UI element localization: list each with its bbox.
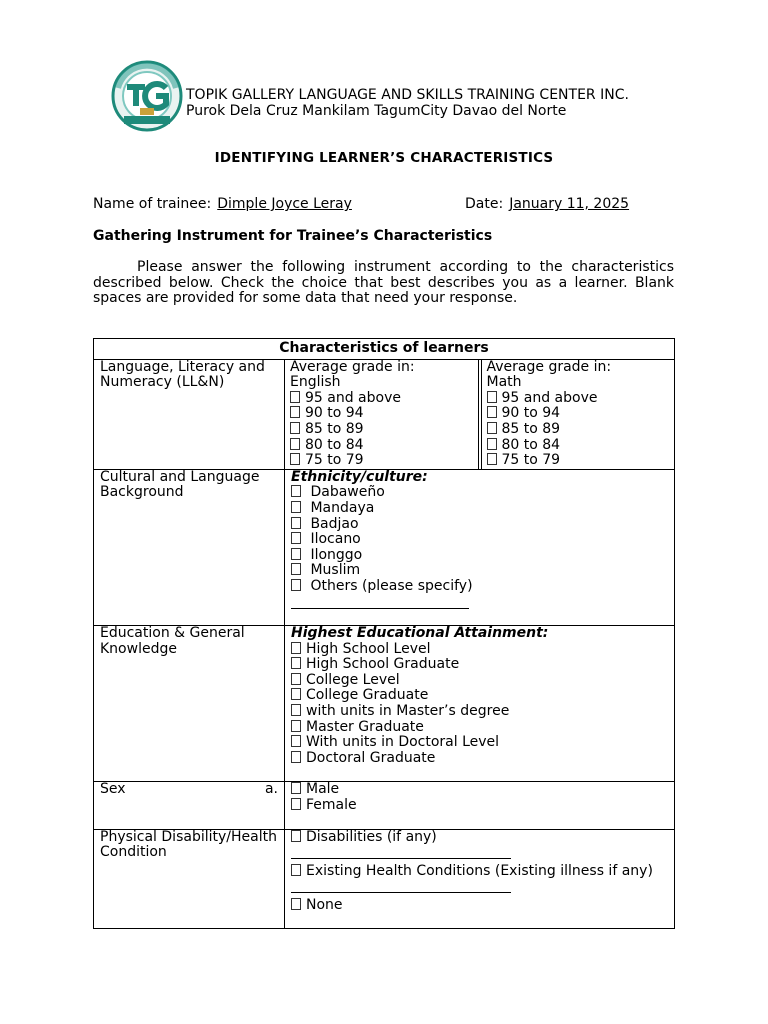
english-option[interactable]: 90 to 94	[290, 406, 473, 422]
checkbox-icon[interactable]	[291, 642, 301, 654]
education-option[interactable]: with units in Master’s degree	[291, 704, 668, 720]
ethnicity-option[interactable]: Muslim	[291, 563, 668, 579]
table-header: Characteristics of learners	[94, 339, 675, 360]
math-subject-label: Math	[486, 374, 522, 391]
checkbox-icon[interactable]	[290, 438, 300, 450]
education-option[interactable]: High School Level	[291, 642, 668, 658]
checkbox-icon[interactable]	[487, 391, 497, 403]
sex-marker: a.	[264, 781, 278, 798]
english-grade-title: Average grade in:	[290, 358, 415, 375]
education-option[interactable]: Master Graduate	[291, 720, 668, 736]
ethnicity-option[interactable]: Mandaya	[291, 501, 668, 517]
checkbox-icon[interactable]	[291, 898, 301, 910]
date-row	[465, 196, 629, 212]
math-grade-title: Average grade in:	[486, 358, 612, 375]
checkbox-icon[interactable]	[290, 391, 300, 403]
checkbox-icon[interactable]	[291, 720, 301, 732]
table-row	[94, 626, 675, 782]
table-row	[94, 829, 675, 928]
checkbox-icon[interactable]	[291, 657, 301, 669]
health-cell	[285, 829, 675, 928]
english-grade-group	[285, 360, 479, 469]
checkbox-icon[interactable]	[291, 548, 301, 560]
others-specify-field[interactable]	[291, 595, 469, 609]
education-option[interactable]: With units in Doctoral Level	[291, 735, 668, 751]
table-row	[94, 782, 675, 829]
checkbox-icon[interactable]	[291, 735, 301, 747]
trainee-name-value[interactable]: Dimple Joyce Leray	[217, 196, 352, 212]
checkbox-icon[interactable]	[291, 704, 301, 716]
math-option[interactable]: 85 to 89	[487, 422, 670, 438]
checkbox-icon[interactable]	[487, 422, 497, 434]
grade-cell	[285, 359, 675, 469]
table-row	[94, 469, 675, 625]
checkbox-icon[interactable]	[291, 673, 301, 685]
section-heading: Gathering Instrument for Trainee’s Characteristics	[93, 228, 493, 244]
disabilities-specify-field[interactable]	[291, 845, 511, 859]
sex-cell	[285, 782, 675, 829]
row-label-sex: Sex	[100, 781, 126, 798]
english-option[interactable]: 80 to 84	[290, 438, 473, 454]
row-label-culture: Cultural and Language Background	[94, 469, 285, 625]
ethnicity-option[interactable]: Ilonggo	[291, 548, 668, 564]
checkbox-icon[interactable]	[291, 579, 301, 591]
checkbox-icon[interactable]	[487, 453, 497, 465]
ethnicity-option[interactable]: Others (please specify)	[291, 579, 668, 595]
checkbox-icon[interactable]	[291, 830, 301, 842]
culture-cell	[285, 469, 675, 625]
checkbox-icon[interactable]	[291, 688, 301, 700]
table-row	[94, 359, 675, 469]
checkbox-icon[interactable]	[291, 501, 301, 513]
math-option[interactable]: 95 and above	[487, 391, 670, 407]
checkbox-icon[interactable]	[291, 485, 301, 497]
trainee-name-row	[93, 196, 352, 212]
row-label-llnn: Language, Literacy and Numeracy (LL&N)	[94, 359, 285, 469]
education-cell	[285, 626, 675, 782]
date-label: Date:	[465, 196, 504, 212]
education-option[interactable]: College Level	[291, 673, 668, 689]
checkbox-icon[interactable]	[291, 798, 301, 810]
english-option[interactable]: 75 to 79	[290, 453, 473, 469]
instructions-text: Please answer the following instrument according to the characteristics described below. Check the choice that best describes you as a learner. Blank spaces are provided for some data that need your response.	[93, 259, 674, 306]
row-label-education: Education & General Knowledge	[94, 626, 285, 782]
checkbox-icon[interactable]	[291, 782, 301, 794]
topik-gallery-logo-icon	[110, 58, 184, 144]
english-subject-label: English	[290, 374, 341, 391]
english-option[interactable]: 85 to 89	[290, 422, 473, 438]
checkbox-icon[interactable]	[291, 751, 301, 763]
organization-address: Purok Dela Cruz Mankilam TagumCity Davao del Norte	[186, 103, 567, 119]
sex-option[interactable]: Female	[291, 798, 668, 814]
education-option[interactable]: High School Graduate	[291, 657, 668, 673]
sex-option[interactable]: Male	[291, 782, 668, 798]
row-label-sex-cell	[94, 782, 285, 829]
ethnicity-heading: Ethnicity/culture:	[291, 468, 428, 485]
ethnicity-option[interactable]: Ilocano	[291, 532, 668, 548]
instructions-paragraph	[93, 260, 674, 307]
checkbox-icon[interactable]	[291, 864, 301, 876]
english-option[interactable]: 95 and above	[290, 391, 473, 407]
checkbox-icon[interactable]	[487, 438, 497, 450]
organization-name: TOPIK GALLERY LANGUAGE AND SKILLS TRAINING CENTER INC.	[186, 87, 629, 103]
trainee-name-label: Name of trainee:	[93, 196, 212, 212]
checkbox-icon[interactable]	[290, 422, 300, 434]
math-option[interactable]: 80 to 84	[487, 438, 670, 454]
date-value[interactable]: January 11, 2025	[509, 196, 630, 212]
checkbox-icon[interactable]	[290, 406, 300, 418]
health-option[interactable]: Existing Health Conditions (Existing illness if any)	[291, 864, 668, 880]
checkbox-icon[interactable]	[291, 517, 301, 529]
ethnicity-option[interactable]: Badjao	[291, 517, 668, 533]
math-option[interactable]: 90 to 94	[487, 406, 670, 422]
health-option[interactable]: Disabilities (if any)	[291, 830, 668, 846]
education-option[interactable]: Doctoral Graduate	[291, 751, 668, 767]
organization-header	[186, 87, 629, 119]
ethnicity-option[interactable]: Dabaweño	[291, 485, 668, 501]
health-conditions-specify-field[interactable]	[291, 879, 511, 893]
checkbox-icon[interactable]	[487, 406, 497, 418]
characteristics-table	[93, 338, 675, 929]
row-label-health: Physical Disability/Health Condition	[94, 829, 285, 928]
education-heading: Highest Educational Attainment:	[291, 625, 549, 642]
education-option[interactable]: College Graduate	[291, 688, 668, 704]
checkbox-icon[interactable]	[290, 453, 300, 465]
math-grade-group	[481, 360, 675, 469]
page-title: IDENTIFYING LEARNER’S CHARACTERISTICS	[214, 150, 554, 166]
checkbox-icon[interactable]	[291, 563, 301, 575]
health-option[interactable]: None	[291, 898, 668, 914]
math-option[interactable]: 75 to 79	[487, 453, 670, 469]
checkbox-icon[interactable]	[291, 532, 301, 544]
